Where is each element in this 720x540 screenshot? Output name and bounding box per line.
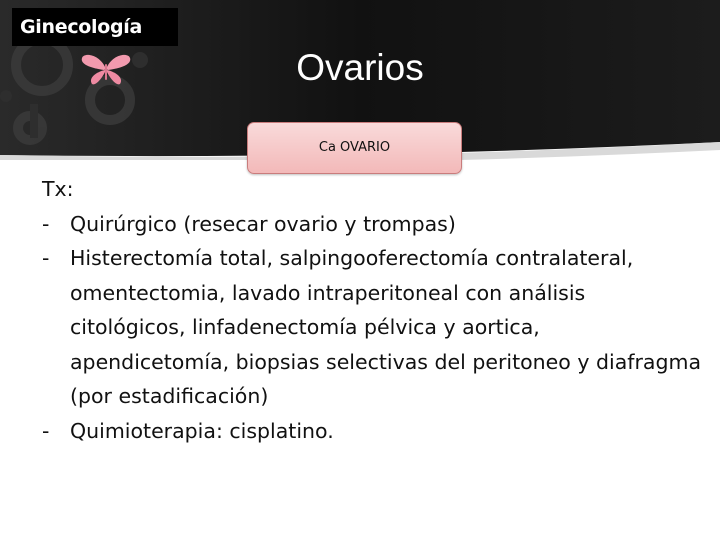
list-dash: - [42,418,50,443]
section-tag: Ginecología [12,8,178,46]
list-item [42,207,702,242]
list-item-text: Quirúrgico (resecar ovario y trompas) [70,211,456,236]
list-dash: - [42,211,50,236]
list-item-text: Histerectomía total, salpingooferectomía contralateral, omentectomia, lavado intraperitoneal con análisis citológicos, linfadenectomía pélvica y aortica, apendicetomía, biopsias selectivas del peritoneo y diafragma (por estadificación) [70,246,702,408]
list-item [42,241,702,414]
slide-content [42,172,702,448]
ca-ovario-box: Ca OVARIO [247,122,462,174]
treatment-heading: Tx: [42,177,74,201]
list-item [42,414,702,449]
list-dash: - [42,246,50,270]
list-item-text: Quimioterapia: cisplatino. [70,418,334,443]
butterfly-icon [80,52,132,86]
treatment-list [42,207,702,449]
slide-title: Ovarios [296,47,424,88]
